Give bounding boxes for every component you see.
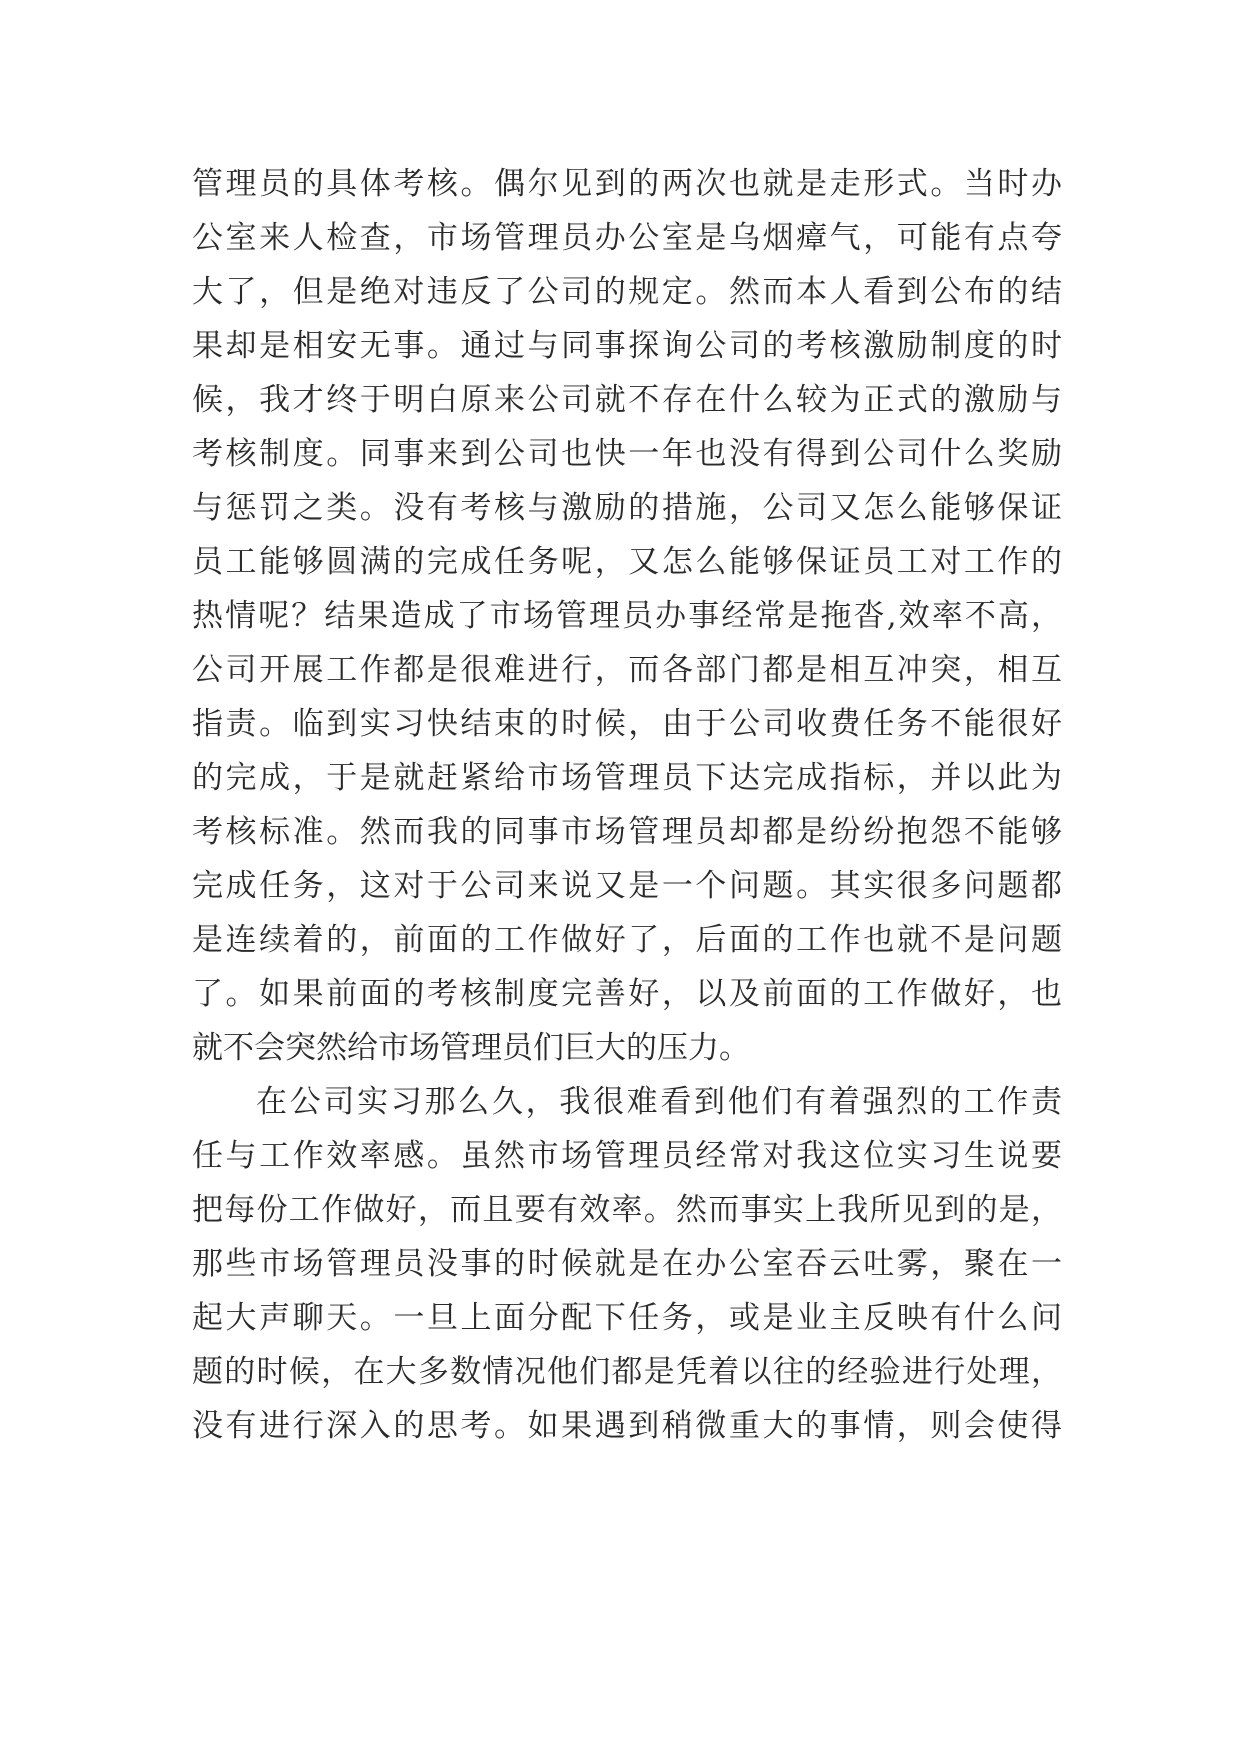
text-line: 起大声聊天。一旦上面分配下任务，或是业主反映有什么问 (192, 1300, 1062, 1336)
text-line: 的完成，于是就赶紧给市场管理员下达完成指标，并以此为 (192, 760, 1062, 796)
text-line: 公司开展工作都是很难进行，而各部门都是相互冲突，相互 (192, 652, 1062, 688)
text-line: 把每份工作做好，而且要有效率。然而事实上我所见到的是， (192, 1192, 1062, 1228)
paragraph-1 (192, 157, 1062, 1075)
text-line: 任与工作效率感。虽然市场管理员经常对我这位实习生说要 (192, 1138, 1062, 1174)
text-line: 指责。临到实习快结束的时候，由于公司收费任务不能很好 (192, 706, 1062, 742)
text-line: 管理员的具体考核。偶尔见到的两次也就是走形式。当时办 (192, 166, 1062, 202)
text-line: 考核标准。然而我的同事市场管理员却都是纷纷抱怨不能够 (192, 814, 1062, 850)
text-line: 果却是相安无事。通过与同事探询公司的考核激励制度的时 (192, 328, 1062, 364)
text-line: 候，我才终于明白原来公司就不存在什么较为正式的激励与 (192, 382, 1062, 418)
text-line: 就不会突然给市场管理员们巨大的压力。 (192, 1030, 750, 1066)
text-line: 大了，但是绝对违反了公司的规定。然而本人看到公布的结 (192, 274, 1062, 310)
text-line: 热情呢？结果造成了市场管理员办事经常是拖沓,效率不高， (192, 598, 1062, 634)
text-line: 在公司实习那么久，我很难看到他们有着强烈的工作责 (256, 1084, 1062, 1120)
text-line: 没有进行深入的思考。如果遇到稍微重大的事情，则会使得 (192, 1408, 1062, 1444)
paragraph-2 (192, 1075, 1062, 1453)
text-line: 题的时候，在大多数情况他们都是凭着以往的经验进行处理， (192, 1354, 1062, 1390)
text-line: 是连续着的，前面的工作做好了，后面的工作也就不是问题 (192, 922, 1062, 958)
text-line: 完成任务，这对于公司来说又是一个问题。其实很多问题都 (192, 868, 1062, 904)
text-line: 考核制度。同事来到公司也快一年也没有得到公司什么奖励 (192, 436, 1062, 472)
body-text (192, 157, 1062, 1453)
text-line: 员工能够圆满的完成任务呢，又怎么能够保证员工对工作的 (192, 544, 1062, 580)
text-line: 与惩罚之类。没有考核与激励的措施，公司又怎么能够保证 (192, 490, 1062, 526)
text-line: 公室来人检查，市场管理员办公室是乌烟瘴气，可能有点夸 (192, 220, 1062, 256)
text-line: 那些市场管理员没事的时候就是在办公室吞云吐雾，聚在一 (192, 1246, 1062, 1282)
text-line: 了。如果前面的考核制度完善好，以及前面的工作做好，也 (192, 976, 1062, 1012)
